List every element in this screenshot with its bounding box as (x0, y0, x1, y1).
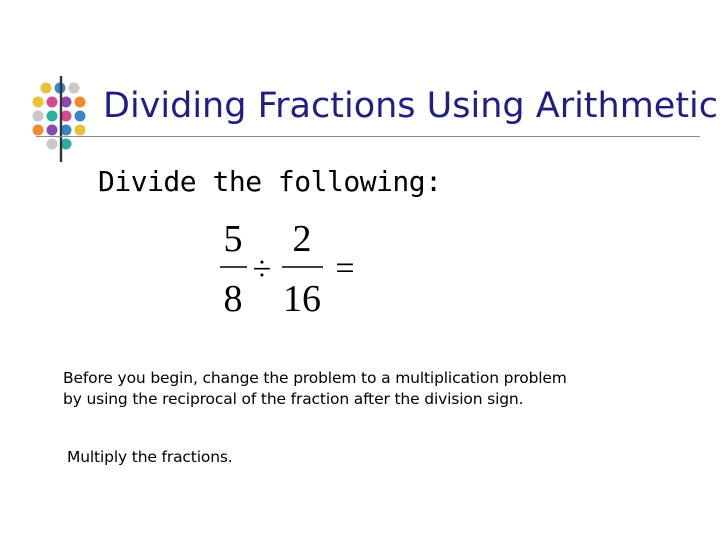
instruction-line: by using the reciprocal of the fraction after the division sign. (63, 390, 524, 408)
slide-title: Dividing Fractions Using Arithmetic (103, 86, 719, 126)
fraction2-denominator: 16 (283, 278, 321, 320)
fraction1-denominator: 8 (223, 278, 243, 320)
slide-subtitle: Divide the following: (98, 165, 442, 198)
equals-sign: = (335, 250, 355, 287)
title-underline (36, 136, 700, 137)
colored-dots-logo-icon (24, 74, 98, 164)
logo-dots (33, 83, 86, 150)
instruction-text (63, 368, 567, 410)
fraction-division-equation (210, 215, 370, 320)
division-sign: ÷ (252, 251, 272, 288)
step-text: Multiply the fractions. (67, 448, 233, 466)
fraction1-numerator: 5 (223, 218, 243, 260)
instruction-line: Before you begin, change the problem to a multiplication problem (63, 369, 567, 387)
fraction2-numerator: 2 (292, 218, 312, 260)
